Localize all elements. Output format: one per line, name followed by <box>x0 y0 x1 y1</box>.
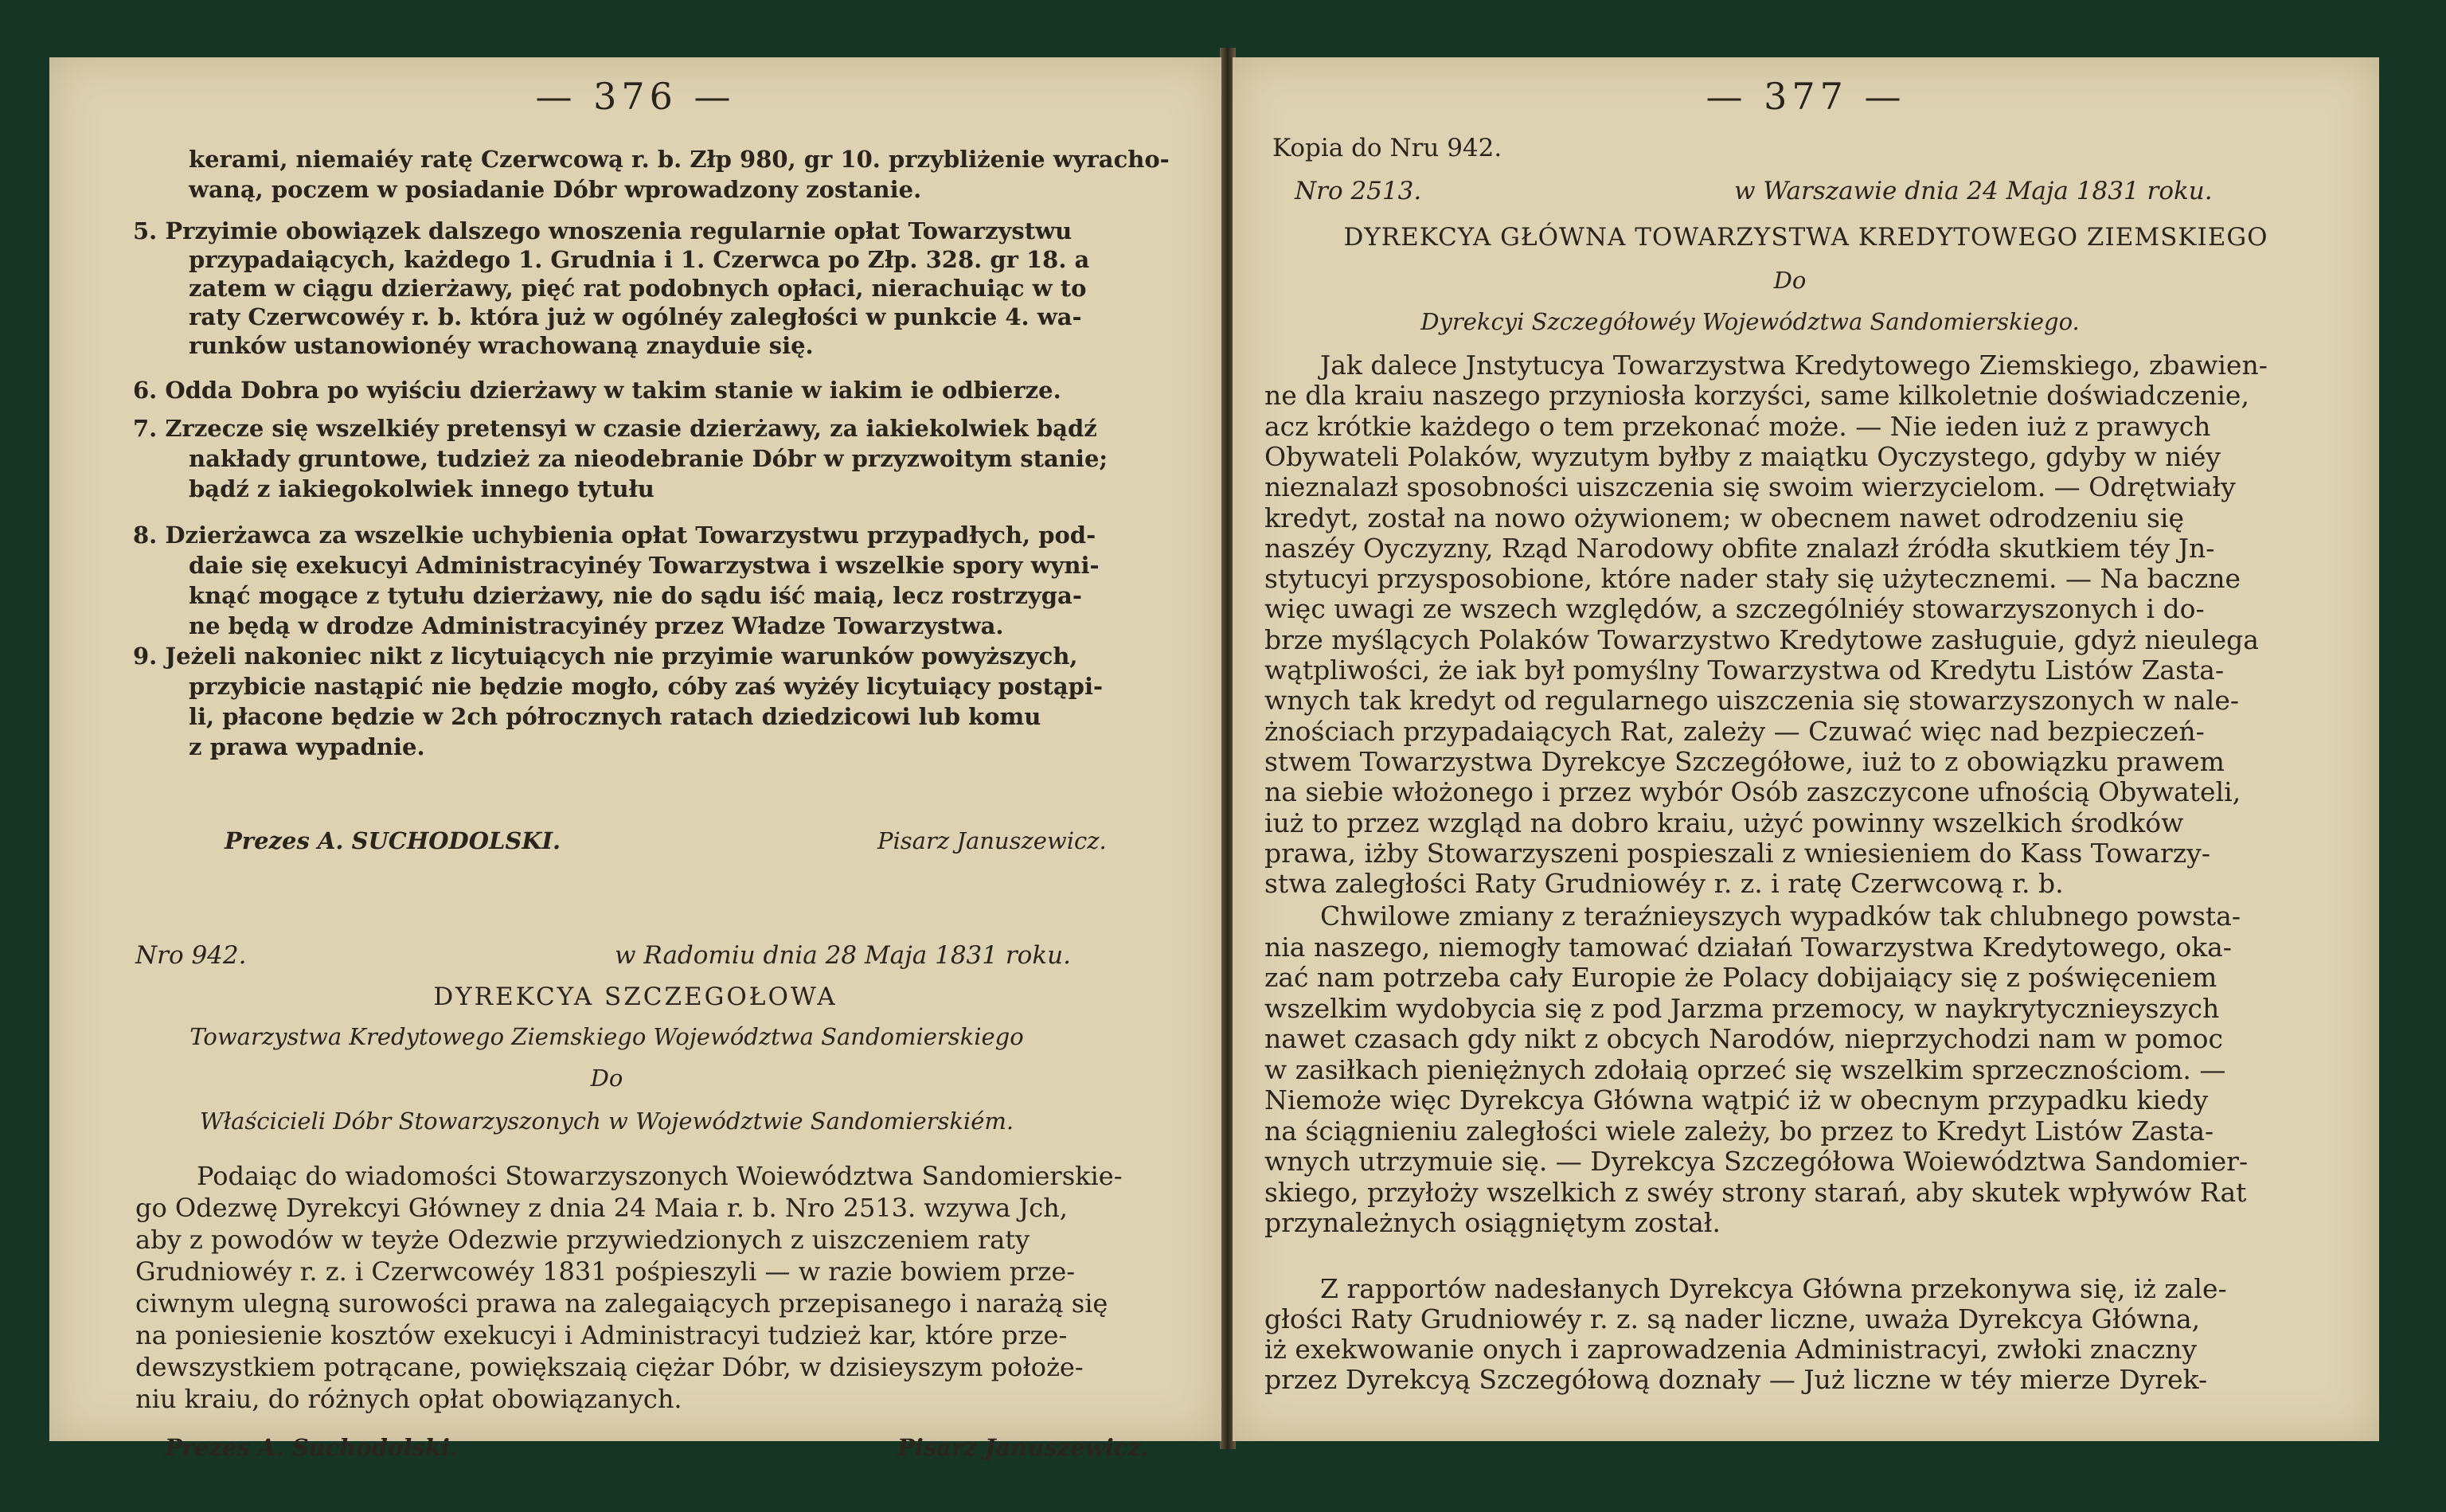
item-8-line: daie się exekucyi Administracyinéy Towarzystwa i wszelkie spory wyni- <box>189 552 1100 579</box>
item-7-line: bądź z iakiegokolwiek innego tytułu <box>189 475 654 502</box>
continuation-line: kerami, niemaiéy ratę Czerwcową r. b. Złp 980, gr 10. przybliżenie wyracho- <box>189 146 1170 173</box>
body-paragraph-1-line: żnościach przypadaiących Rat, zależy — Czuwać więc nad bezpieczeń- <box>1264 715 2205 747</box>
signature-president-2: Prezes A. Suchodolski. <box>165 1434 458 1461</box>
body-paragraph-2-line: Chwilowe zmiany z teraźnieyszych wypadków tak chlubnego powsta- <box>1320 901 2241 932</box>
item-9-line: z prawa wypadnie. <box>189 733 425 760</box>
signature-secretary-1: Pisarz Januszewicz. <box>877 827 1107 854</box>
body-paragraph-1-line: kredyt, został na nowo ożywionem; w obecnem nawet odrodzeniu się <box>1264 502 2185 533</box>
body-paragraph-2-line: skiego, przyłoży wszelkich z swéy strony starań, aby skutek wpływów Rat <box>1264 1176 2247 1208</box>
item-9-line: 9. Jeżeli nakoniec nikt z licytuiących nie przyimie warunków powyższych, <box>133 643 1078 670</box>
item-9-line: li, płacone będzie w 2ch półrocznych ratach dziedzicowi lub komu <box>189 703 1041 730</box>
signature-secretary-2: Pisarz Januszewicz. <box>897 1434 1149 1461</box>
body-paragraph-1-line: ne dla kraiu naszego przyniosła korzyści, same kilkoletnie doświadczenie, <box>1264 380 2249 412</box>
item-5-line: runków ustanowionéy wrachowaną znayduie się. <box>189 332 814 359</box>
notice-body-line: aby z powodów w teyże Odezwie przywiedzionych z uiszczeniem raty <box>135 1225 1030 1255</box>
body-paragraph-1-line: wnych tak kredyt od regularnego uiszczenia się stowarzyszonych w nale- <box>1264 685 2240 717</box>
notice-body-line: na poniesienie kosztów exekucyi i Administracyi tudzież kar, które prze- <box>135 1320 1068 1350</box>
notice-addressee: Właścicieli Dóbr Stowarzyszonych w Województwie Sandomierskiém. <box>199 1108 1014 1135</box>
body-paragraph-1-line: stwa zaległości Raty Grudniowéy r. z. i ratę Czerwcową r. b. <box>1264 868 2064 900</box>
item-9-line: przybicie nastąpić nie będzie mogło, cóby zaś wyżéy licytuiący postąpi- <box>189 673 1103 700</box>
page-number-right: — 377 — <box>1706 75 1906 118</box>
body-paragraph-3-line: Z rapportów nadesłanych Dyrekcya Główna przekonywa się, iż zale- <box>1320 1273 2227 1304</box>
copy-reference: Kopia do Nru 942. <box>1272 134 1502 162</box>
notice-body-line: Grudniowéy r. z. i Czerwcowéy 1831 pośpieszyli — w razie bowiem prze- <box>135 1256 1076 1287</box>
body-paragraph-3-line: przez Dyrekcyą Szczegółową doznały — Już liczne w téy mierze Dyrek- <box>1264 1364 2208 1395</box>
body-paragraph-2-line: w zasiłkach pieniężnych zdołaią oprzeć się wszelkim sprzecznościom. — <box>1264 1053 2226 1085</box>
notice-body-line: dewszystkiem potrącane, powiększaią ciężar Dóbr, w dzisieyszym położe- <box>135 1352 1084 1382</box>
continuation-line: waną, poczem w posiadanie Dóbr wprowadzony zostanie. <box>189 176 922 203</box>
body-paragraph-1-line: wątpliwości, że iak był pomyślny Towarzystwa od Kredytu Listów Zasta- <box>1264 654 2225 686</box>
body-paragraph-1-line: Jak dalece Jnstytucya Towarzystwa Kredytowego Ziemskiego, zbawien- <box>1320 350 2268 381</box>
left-page <box>49 57 1221 1461</box>
body-paragraph-2-line: na ściągnieniu zaległości wiele zależy, bo przez to Kredyt Listów Zasta- <box>1264 1115 2214 1147</box>
body-paragraph-2-line: Niemoże więc Dyrekcya Główna wątpić iż w obecnym przypadku kiedy <box>1264 1084 2209 1115</box>
notice-number: Nro 942. <box>135 941 247 970</box>
addressee: Dyrekcyi Szczegółowéy Województwa Sandomierskiego. <box>1420 308 2080 335</box>
nro-reference: Nro 2513. <box>1295 177 1422 205</box>
item-7-line: nakłady gruntowe, tudzież za nieodebranie Dóbr w przyzwoitym stanie; <box>189 445 1108 472</box>
body-paragraph-1-line: acz krótkie każdego o tem przekonać może. — Nie ieden iuż z prawych <box>1264 410 2211 442</box>
item-5-line: zatem w ciągu dzierżawy, pięć rat podobnych opłaci, nierachuiąc w to <box>189 275 1087 302</box>
item-6-line: 6. Odda Dobra po wyiściu dzierżawy w takim stanie w iakim ie odbierze. <box>133 377 1061 404</box>
body-paragraph-1-line: więc uwagi ze wszech względów, a szczególniéy stowarzyszonych i do- <box>1264 593 2205 625</box>
body-paragraph-1-line: stwem Towarzystwa Dyrekcye Szczegółowe, iuż to z obowiązku prawem <box>1264 745 2225 777</box>
item-5-line: raty Czerwcowéy r. b. która już w ogólnéy zaległości w punkcie 4. wa- <box>189 303 1082 330</box>
body-paragraph-2-line: zać nam potrzeba cały Europie że Polacy dobijaiący się z poświęceniem <box>1264 962 2217 993</box>
signature-president-1: Prezes A. SUCHODOLSKI. <box>225 827 561 854</box>
body-paragraph-2-line: wnych utrzymuie się. — Dyrekcya Szczegółowa Woiewództwa Sandomier- <box>1264 1146 2249 1177</box>
right-page <box>1233 57 2379 1441</box>
page-number-left: — 376 — <box>535 75 736 118</box>
body-paragraph-1-line: Obywateli Polaków, wyzutym byłby z maiątku Oyczystego, gdyby w niéy <box>1264 440 2221 472</box>
body-paragraph-1-line: brze myślących Polaków Towarzystwo Kredytowe zasługuie, gdyż nieulega <box>1264 623 2259 655</box>
notice-body-line: ciwnym ulegną surowości prawa na zalegaiących przepisanego i narażą się <box>135 1288 1108 1319</box>
notice-place-date: w Radomiu dnia 28 Maja 1831 roku. <box>615 941 1071 970</box>
body-paragraph-1-line: prawa, iżby Stowarzyszeni pospieszali z wniesieniem do Kass Towarzy- <box>1264 837 2210 869</box>
item-7-line: 7. Zrzecze się wszelkiéy pretensyi w czasie dzierżawy, za iakiekolwiek bądź <box>133 415 1097 442</box>
item-8-line: ne będą w drodze Administracyinéy przez Władze Towarzystwa. <box>189 612 1004 639</box>
body-paragraph-1-line: naszéy Oyczyzny, Rząd Narodowy obfite znalazł źródła skutkiem téy Jn- <box>1264 532 2215 564</box>
notice-body-line: niu kraiu, do różnych opłat obowiązanych. <box>135 1384 682 1414</box>
notice-subheading: Towarzystwa Kredytowego Ziemskiego Województwa Sandomierskiego <box>190 1023 1024 1050</box>
item-8-line: 8. Dzierżawca za wszelkie uchybienia opłat Towarzystwu przypadłych, pod- <box>133 522 1096 549</box>
notice-heading: DYREKCYA SZCZEGOŁOWA <box>433 983 838 1011</box>
place-date: w Warszawie dnia 24 Maja 1831 roku. <box>1734 177 2213 205</box>
body-paragraph-2-line: wszelkim wydobycia się z pod Jarzma przemocy, w naykrytycznieyszych <box>1264 992 2220 1024</box>
body-paragraph-3-line: głości Raty Grudniowéy r. z. są nader liczne, uważa Dyrekcya Główna, <box>1264 1303 2201 1334</box>
body-paragraph-1-line: nieznalazł sposobności uiszczenia się swoim wierzycielom. — Odrętwiały <box>1264 471 2236 503</box>
body-paragraph-2-line: przynależnych osiągniętym został. <box>1264 1207 1721 1238</box>
item-8-line: knąć mogące z tytułu dzierżawy, nie do sądu iść maią, lecz rostrzyga- <box>189 582 1082 609</box>
body-paragraph-1-line: stytucyi przysposobione, które nader stały się użytecznemi. — Na baczne <box>1264 563 2241 595</box>
body-paragraph-2-line: nawet czasach gdy nikt z obcych Narodów, nieprzychodzi nam w pomoc <box>1264 1023 2223 1054</box>
body-paragraph-1-line: na siebie włożonego i przez wybór Osób zaszczycone ufnością Obywateli, <box>1264 776 2241 808</box>
body-paragraph-1-line: iuż to przez wzgląd na dobro kraiu, użyć powinny wszelkich środków <box>1264 807 2184 838</box>
body-paragraph-3-line: iż exekwowanie onych i zaprowadzenia Administracyi, zwłoki znaczny <box>1264 1334 2197 1365</box>
item-5-line: przypadaiących, każdego 1. Grudnia i 1. Czerwca po Złp. 328. gr 18. a <box>189 246 1090 273</box>
do-line: Do <box>1773 267 1807 294</box>
notice-do: Do <box>590 1065 623 1092</box>
main-heading: DYREKCYA GŁÓWNA TOWARZYSTWA KREDYTOWEGO ZIEMSKIEGO <box>1343 223 2268 252</box>
notice-body-line: Podaiąc do wiadomości Stowarzyszonych Woiewództwa Sandomierskie- <box>197 1161 1123 1191</box>
item-5-line: 5. Przyimie obowiązek dalszego wnoszenia regularnie opłat Towarzystwu <box>133 217 1073 244</box>
body-paragraph-2-line: nia naszego, niemogły tamować działań Towarzystwa Kredytowego, oka- <box>1264 931 2232 963</box>
notice-body-line: go Odezwę Dyrekcyi Główney z dnia 24 Maia r. b. Nro 2513. wzywa Jch, <box>135 1193 1068 1223</box>
